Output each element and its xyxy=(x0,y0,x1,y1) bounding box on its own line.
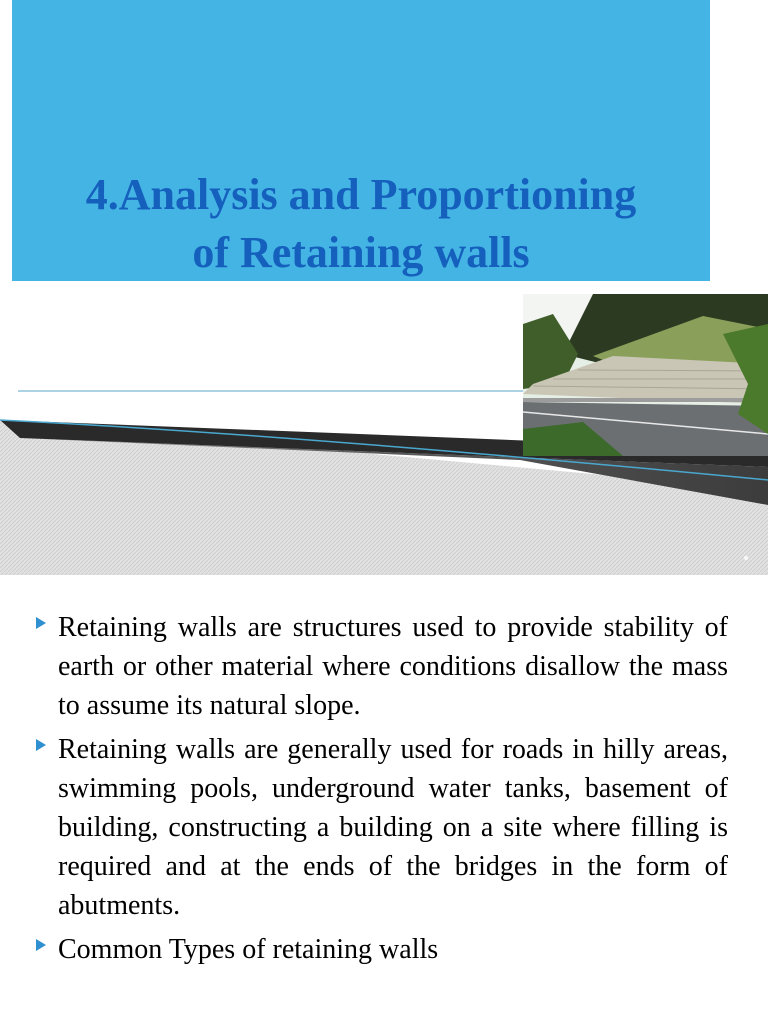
triangle-bullet-icon xyxy=(36,739,46,751)
bullet-text: Common Types of retaining walls xyxy=(58,934,439,965)
title-box xyxy=(12,0,710,281)
triangle-bullet-icon xyxy=(36,939,46,951)
title-line-1: 4.Analysis and Proportioning xyxy=(85,170,637,219)
bullet-text: Retaining walls are generally used for roads in hilly areas, swimming pools, underground water tanks, basement of building, constructing a building on a site where filling is required and at the ends of the bridges in the form of abutments. xyxy=(58,734,728,921)
title-line-2: of Retaining walls xyxy=(192,228,530,277)
bullet-item xyxy=(36,608,728,725)
triangle-bullet-icon xyxy=(36,617,46,629)
retaining-wall-photo xyxy=(523,294,768,456)
slide-title xyxy=(12,166,710,282)
bullet-list xyxy=(36,608,728,974)
bullet-item xyxy=(36,730,728,925)
bullet-text: Retaining walls are structures used to provide stability of earth or other material where conditions disallow the mass to assume its natural slope. xyxy=(58,612,728,721)
bullet-item xyxy=(36,930,728,969)
decorative-dot xyxy=(744,556,748,560)
